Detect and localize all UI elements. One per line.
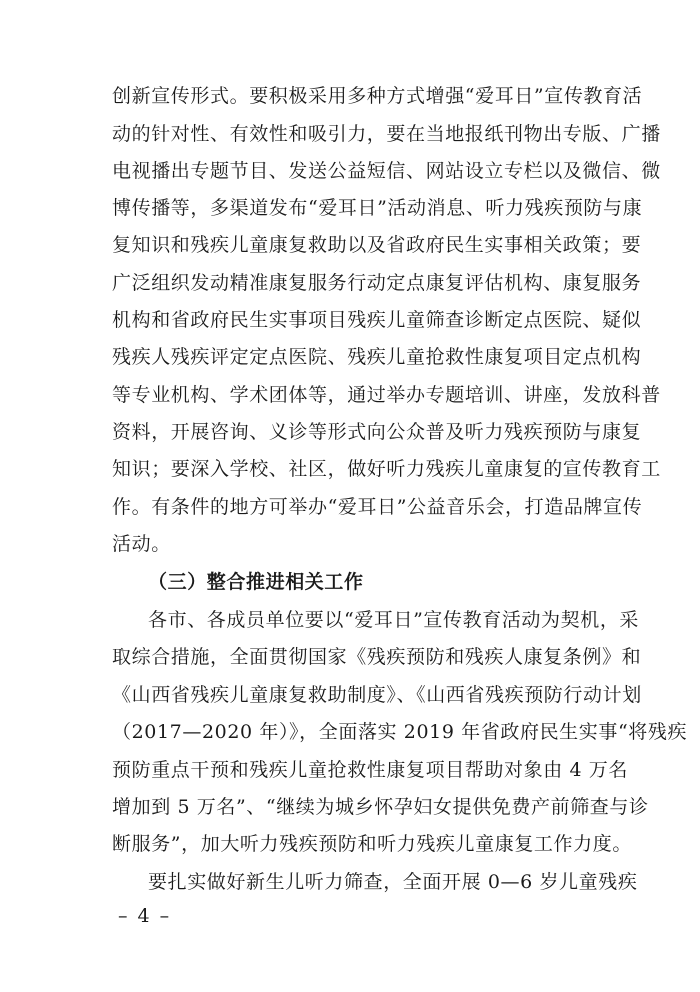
body-text-line: 各市、各成员单位要以“爱耳日”宣传教育活动为契机，采: [148, 609, 640, 631]
body-text-line: 知识；要深入学校、社区，做好听力残疾儿童康复的宣传教育工: [112, 458, 661, 480]
body-text-line: 等专业机构、学术团体等，通过举办专题培训、讲座，发放科普: [112, 384, 661, 406]
body-text-line: 断服务”，加大听力残疾预防和听力残疾儿童康复工作力度。: [112, 833, 632, 855]
body-text-line: 活动。: [112, 533, 171, 555]
body-text-line: 增加到 5 万名”、“继续为城乡怀孕妇女提供免费产前筛查与诊: [112, 796, 649, 818]
body-text-line: 机构和省政府民生实事项目残疾儿童筛查诊断定点医院、疑似: [112, 309, 642, 331]
body-text-line: 创新宣传形式。要积极采用多种方式增强“爱耳日”宣传教育活: [112, 85, 643, 107]
body-text-line: 复知识和残疾儿童康复救助以及省政府民生实事相关政策；要: [112, 234, 642, 256]
body-text-line: （2017—2020 年）》，全面落实 2019 年省政府民生实事“将残疾: [112, 721, 688, 743]
body-text-line: 资料，开展咨询、义诊等形式向公众普及听力残疾预防与康复: [112, 421, 642, 443]
body-text-line: 广泛组织发动精准康复服务行动定点康复评估机构、康复服务: [112, 272, 642, 294]
section-heading: （三）整合推进相关工作: [148, 571, 364, 593]
page-number: – 4 –: [118, 905, 172, 927]
body-text-line: 电视播出专题节目、发送公益短信、网站设立专栏以及微信、微: [112, 160, 661, 182]
body-text-line: 预防重点干预和残疾儿童抢救性康复项目帮助对象由 4 万名: [112, 759, 628, 781]
body-text-line: 《山西省残疾儿童康复救助制度》、《山西省残疾预防行动计划: [112, 684, 642, 706]
body-text-line: 动的针对性、有效性和吸引力，要在当地报纸刊物出专版、广播: [112, 123, 661, 145]
body-text-line: 要扎实做好新生儿听力筛查，全面开展 0—6 岁儿童残疾: [148, 871, 638, 893]
body-text-line: 残疾人残疾评定定点医院、残疾儿童抢救性康复项目定点机构: [112, 346, 642, 368]
body-text-line: 博传播等，多渠道发布“爱耳日”活动消息、听力残疾预防与康: [112, 197, 643, 219]
body-text-line: 作。有条件的地方可举办“爱耳日”公益音乐会，打造品牌宣传: [112, 496, 643, 518]
body-text-line: 取综合措施，全面贯彻国家《残疾预防和残疾人康复条例》和: [112, 646, 642, 668]
